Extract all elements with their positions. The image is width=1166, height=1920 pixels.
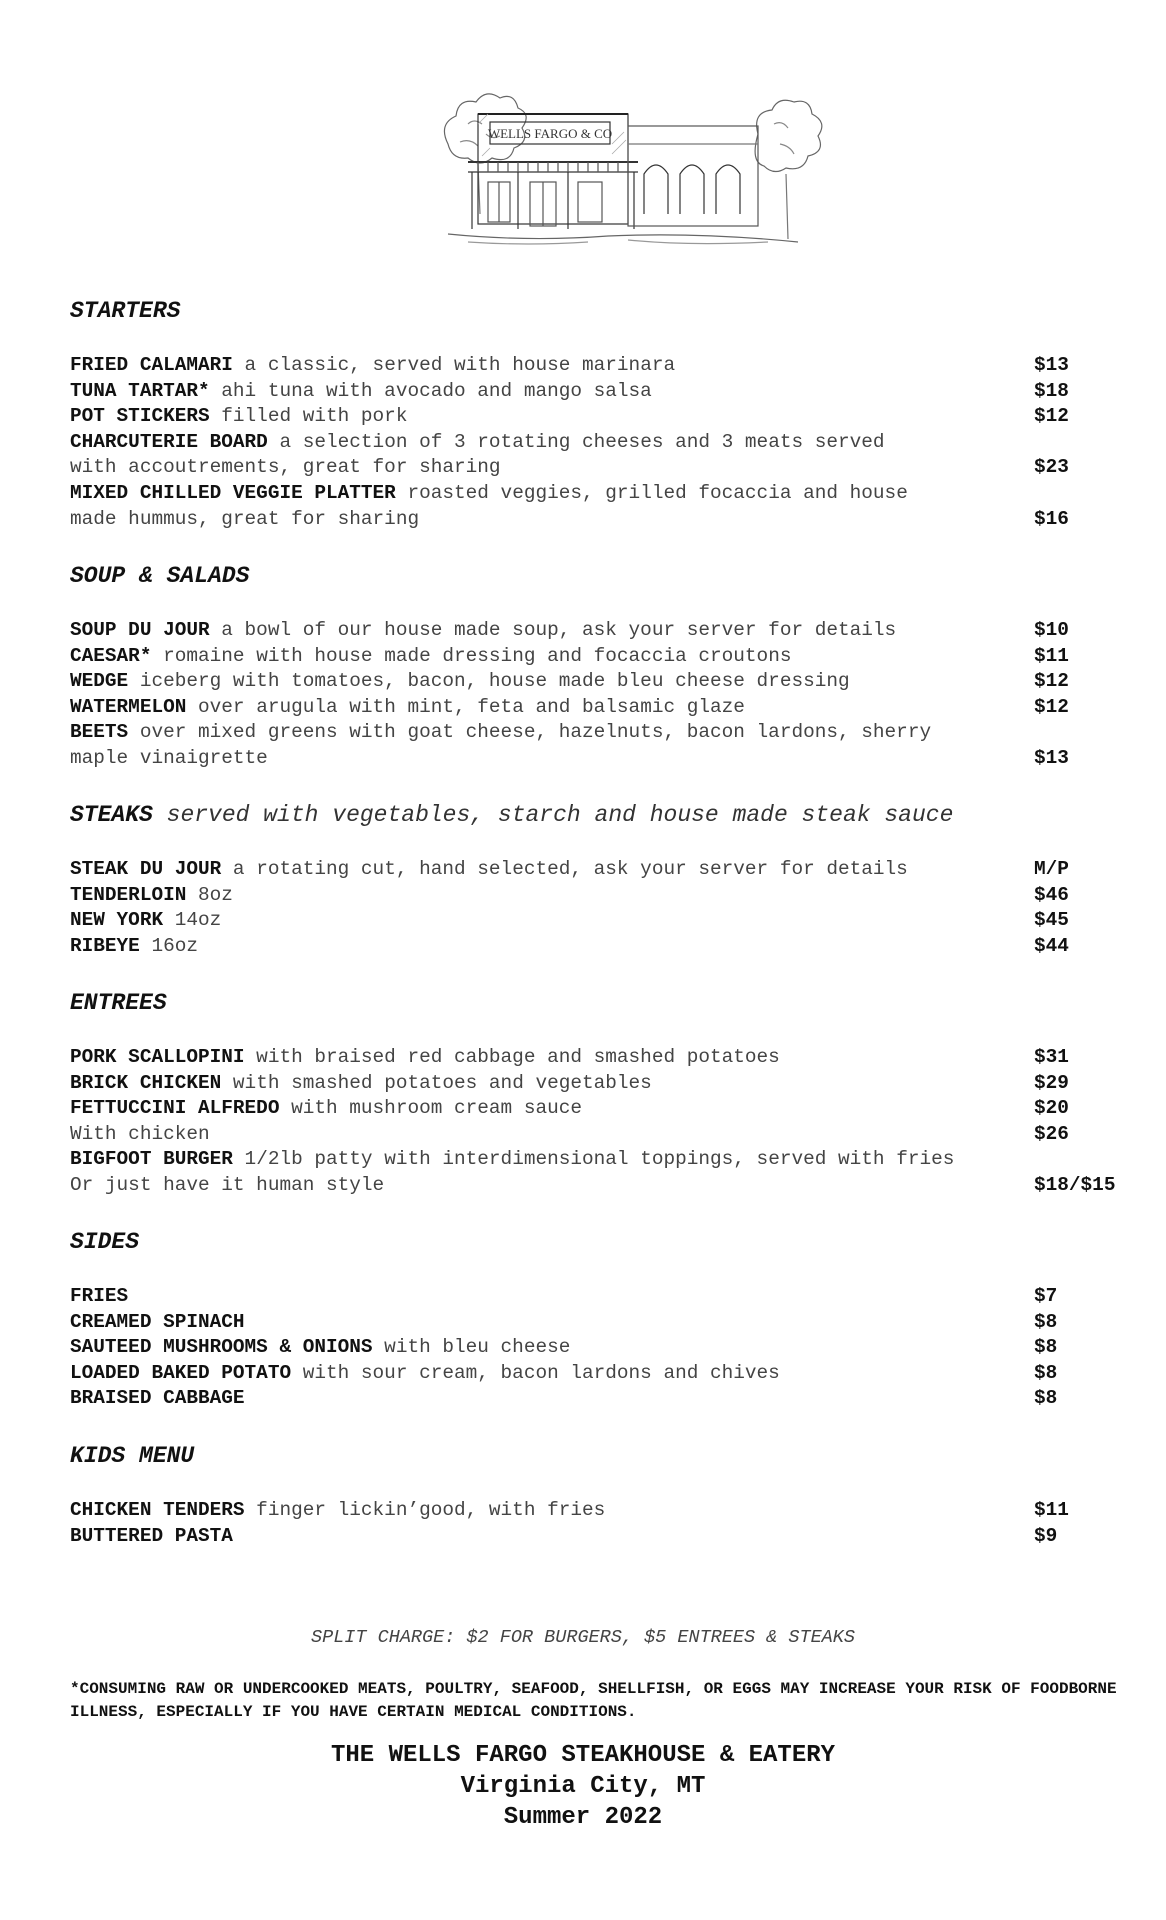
menu-item-continued	[70, 746, 1130, 772]
item-list	[70, 1498, 1130, 1549]
menu-item	[70, 481, 1130, 507]
item-name: POT STICKERS	[70, 405, 210, 428]
item-desc: finger lickin’good, with fries	[244, 1499, 606, 1521]
menu-season: Summer 2022	[503, 1804, 663, 1831]
item-desc: with smashed potatoes and vegetables	[221, 1071, 652, 1094]
section-sides	[70, 1228, 1130, 1412]
menu-item	[70, 720, 1130, 746]
menu-item	[70, 1361, 1130, 1387]
menu-item	[70, 1071, 1130, 1097]
menu-item	[70, 1045, 1130, 1071]
item-price: $12	[1034, 405, 1069, 428]
item-name: CHARCUTERIE BOARD	[70, 430, 268, 453]
menu-item-continued	[70, 507, 1130, 533]
item-name: RIBEYE	[70, 934, 140, 957]
section-title: ENTREES	[70, 990, 167, 1016]
item-price: $9	[1034, 1524, 1058, 1547]
item-desc: a rotating cut, hand selected, ask your server for details	[221, 858, 908, 880]
item-desc: roasted veggies, grilled focaccia and house	[395, 481, 908, 504]
item-price: M/P	[1034, 858, 1069, 880]
menu-item	[70, 857, 1130, 883]
item-name: STEAK DU JOUR	[70, 858, 222, 880]
item-price: $18/$15	[1034, 1173, 1116, 1196]
item-desc: with mushroom cream sauce	[279, 1097, 582, 1120]
item-price: $8	[1034, 1310, 1058, 1333]
item-price: $18	[1034, 379, 1069, 402]
item-price: $20	[1034, 1097, 1069, 1120]
item-price: $45	[1034, 909, 1069, 932]
item-name: FETTUCCINI ALFREDO	[70, 1097, 280, 1120]
item-price: $11	[1034, 1499, 1069, 1521]
restaurant-logo	[408, 64, 838, 276]
item-name: LOADED BAKED POTATO	[70, 1361, 292, 1384]
item-name: BUTTERED PASTA	[70, 1524, 233, 1547]
section-starters	[70, 297, 1130, 532]
item-name: CAESAR*	[70, 644, 152, 667]
section-title	[70, 801, 1130, 829]
item-price: $8	[1034, 1361, 1058, 1384]
item-desc: ahi tuna with avocado and mango salsa	[209, 379, 652, 402]
item-name: MIXED CHILLED VEGGIE PLATTER	[70, 481, 396, 504]
item-desc: filled with pork	[209, 405, 408, 428]
menu-item	[70, 669, 1130, 695]
item-price: $7	[1034, 1285, 1058, 1307]
item-price: $11	[1034, 644, 1069, 667]
item-price: $13	[1034, 746, 1069, 769]
item-name: WATERMELON	[70, 695, 187, 718]
item-desc: a selection of 3 rotating cheeses and 3 meats served	[267, 430, 885, 453]
menu-item	[70, 1524, 1130, 1550]
item-name: TUNA TARTAR*	[70, 379, 210, 402]
menu-item	[70, 883, 1130, 909]
item-desc: maple vinaigrette	[70, 746, 268, 769]
item-price: $13	[1034, 354, 1069, 376]
section-kids-menu	[70, 1442, 1130, 1549]
restaurant-location: Virginia City, MT	[460, 1773, 706, 1800]
menu-item	[70, 1284, 1130, 1310]
item-name: BEETS	[70, 721, 129, 744]
item-desc: with sour cream, bacon lardons and chives	[291, 1361, 780, 1384]
item-desc: 1/2lb patty with interdimensional toppings, served with fries	[232, 1148, 955, 1171]
menu-item	[70, 908, 1130, 934]
item-price: $23	[1034, 456, 1069, 479]
item-list	[70, 618, 1130, 772]
item-desc: a classic, served with house marinara	[232, 354, 676, 376]
section-title-text: STEAKS	[70, 802, 153, 828]
menu-item-variant	[70, 1173, 1130, 1199]
item-desc: a bowl of our house made soup, ask your server for details	[209, 619, 897, 641]
menu-item	[70, 430, 1130, 456]
menu-item	[70, 1147, 1130, 1173]
menu-item	[70, 379, 1130, 405]
item-desc: over arugula with mint, feta and balsamic glaze	[186, 695, 745, 718]
item-desc: over mixed greens with goat cheese, hazelnuts, bacon lardons, sherry	[128, 721, 932, 744]
item-name: SOUP DU JOUR	[70, 619, 210, 641]
item-price: $8	[1034, 1387, 1058, 1410]
split-charge-note: SPLIT CHARGE: $2 FOR BURGERS, $5 ENTREES & STEAKS	[311, 1627, 855, 1648]
menu-item	[70, 1386, 1130, 1412]
menu-item	[70, 353, 1130, 379]
restaurant-name: THE WELLS FARGO STEAKHOUSE & EATERY	[330, 1742, 836, 1769]
section-soup-salads	[70, 562, 1130, 772]
section-title: SIDES	[70, 1229, 140, 1255]
section-title: SOUP & SALADS	[70, 563, 250, 589]
item-name: TENDERLOIN	[70, 883, 187, 906]
item-desc: Or just have it human style	[70, 1173, 385, 1196]
item-name: BRICK CHICKEN	[70, 1071, 222, 1094]
menu-item	[70, 618, 1130, 644]
item-price: $12	[1034, 670, 1069, 693]
item-name: SAUTEED MUSHROOMS & ONIONS	[70, 1336, 373, 1359]
item-desc: 16oz	[139, 934, 199, 957]
item-name: WEDGE	[70, 670, 129, 693]
section-subtitle: served with vegetables, starch and house made steak sauce	[166, 802, 954, 828]
menu-item	[70, 1096, 1130, 1122]
item-price: $16	[1034, 507, 1069, 530]
menu-item	[70, 644, 1130, 670]
item-name: CREAMED SPINACH	[70, 1310, 245, 1333]
item-desc: With chicken	[70, 1122, 210, 1145]
item-price: $8	[1034, 1336, 1058, 1359]
menu-item	[70, 695, 1130, 721]
menu-item	[70, 1335, 1130, 1361]
item-desc: 14oz	[163, 909, 222, 932]
section-title: KIDS MENU	[70, 1443, 195, 1469]
menu-item	[70, 1498, 1130, 1524]
item-desc: made hummus, great for sharing	[70, 507, 420, 530]
item-list	[70, 1284, 1130, 1412]
footer	[0, 1740, 1166, 1833]
item-price: $31	[1034, 1046, 1069, 1068]
item-list	[70, 1045, 1130, 1199]
item-name: BRAISED CABBAGE	[70, 1387, 245, 1410]
item-name: FRIED CALAMARI	[70, 354, 233, 376]
menu-item	[70, 934, 1130, 960]
menu-item-variant	[70, 1122, 1130, 1148]
item-price: $12	[1034, 695, 1069, 718]
menu-item	[70, 1310, 1130, 1336]
item-name: CHICKEN TENDERS	[70, 1499, 245, 1521]
item-name: FRIES	[70, 1285, 129, 1307]
menu-item-continued	[70, 455, 1130, 481]
item-price: $29	[1034, 1071, 1069, 1094]
logo-sign-text: WELLS FARGO & CO	[487, 126, 613, 141]
section-steaks	[70, 801, 1130, 959]
item-name: BIGFOOT BURGER	[70, 1148, 233, 1171]
item-desc: with accoutrements, great for sharing	[70, 456, 501, 479]
section-title: STARTERS	[70, 298, 181, 324]
item-desc: 8oz	[186, 883, 233, 906]
item-desc: with braised red cabbage and smashed potatoes	[244, 1046, 780, 1068]
item-list	[70, 857, 1130, 959]
consumer-advisory: *CONSUMING RAW OR UNDERCOOKED MEATS, POULTRY, SEAFOOD, SHELLFISH, OR EGGS MAY INCREASE YOUR RISK OF FOODBORNE ILLNESS, ESPECIALLY IF YOU HAVE CERTAIN MEDICAL CONDITIONS.	[70, 1680, 1117, 1721]
item-list	[70, 353, 1130, 532]
section-entrees	[70, 989, 1130, 1199]
item-name: NEW YORK	[70, 909, 164, 932]
item-desc: with bleu cheese	[372, 1336, 571, 1359]
menu-item	[70, 404, 1130, 430]
item-price: $26	[1034, 1122, 1069, 1145]
item-name: PORK SCALLOPINI	[70, 1046, 245, 1068]
item-price: $44	[1034, 934, 1069, 957]
item-price: $10	[1034, 619, 1069, 641]
item-price: $46	[1034, 883, 1069, 906]
item-desc: romaine with house made dressing and focaccia croutons	[151, 644, 792, 667]
item-desc: iceberg with tomatoes, bacon, house made bleu cheese dressing	[128, 670, 850, 693]
